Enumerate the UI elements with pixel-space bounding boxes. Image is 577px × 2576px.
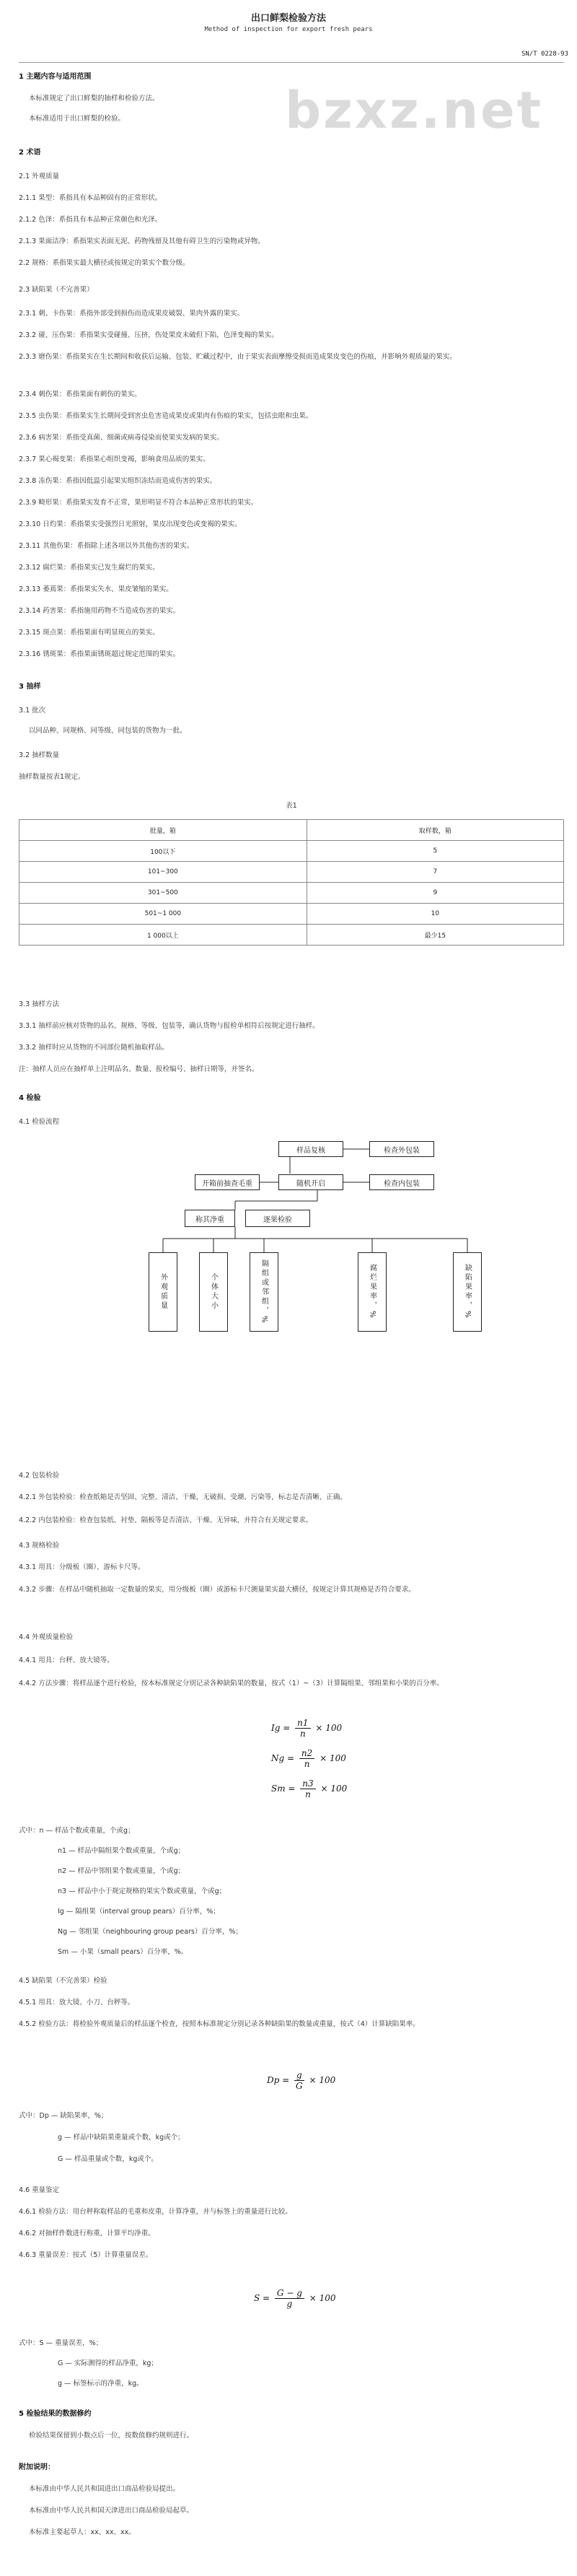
formula-numerator: n2 <box>299 1748 314 1759</box>
paragraph: 检验结果保留到小数点后一位，按数值修约规则进行。 <box>29 2432 194 2440</box>
formula-denominator: G <box>296 2081 303 2091</box>
additional-notes-heading: 附加说明： <box>19 2463 55 2471</box>
clause: 3.3.1 抽样前应核对货物的品名、规格、等级、包装等，确认货物与报检单相符后按规定进行抽样。 <box>19 1022 320 1030</box>
formula-denominator: n <box>304 1759 310 1769</box>
clause: 2.3.15 斑点果：系指果面有明显斑点的果实。 <box>19 629 159 637</box>
clause: 2.1.1 果型：系指具有本品种固有的正常形状。 <box>19 194 162 202</box>
clause: 2.3.5 虫伤果：系指果实生长期间受到害虫危害造成果皮或果肉有伤痕的果实，包括虫眼和虫果。 <box>19 412 313 420</box>
clause: 2.3.9 畸形果：系指果实发育不正常，果形明显不符合本品种正常形状的果实。 <box>19 499 258 507</box>
table-row <box>19 883 564 904</box>
clause: 2.3.7 果心褐变果：系指果心组织变褐，影响食用品质的果实。 <box>19 455 210 463</box>
formula-legend: 式中：n — 样品个数或重量，个或g； <box>19 1827 135 1835</box>
document-subtitle: Method of inspection for export fresh pears <box>204 26 373 33</box>
clause: 4.3.1 用具：分级板（圈）、游标卡尺等。 <box>19 1563 145 1571</box>
flow-box-interval-group: 隔组或邻组，% <box>250 1252 278 1332</box>
formula-legend: Ig — 隔组果（interval group pears）百分率，%； <box>58 1908 220 1916</box>
subsection-heading: 4.1 检验流程 <box>19 1118 60 1126</box>
clause: 2.2 规格：系指果实最大横径或按规定的果实个数分级。 <box>19 259 190 267</box>
formula-legend: n1 — 样品中隔组果个数或重量，个或g； <box>58 1847 185 1855</box>
table-cell: 最少15 <box>307 925 563 946</box>
clause: 4.6.1 检验方法：用台秤称取样品的毛重和皮重，计算净重，并与标签上的重量进行比较。 <box>19 2208 292 2216</box>
formula-small-fruit <box>271 1778 347 1799</box>
clause: 2.3.14 药害果：系指施用药物不当造成伤害的果实。 <box>19 607 180 615</box>
subsection-heading: 3.1 批次 <box>19 707 46 715</box>
formula-denominator: n <box>299 1729 306 1739</box>
standard-number: SN/T 0228-93 <box>521 51 568 58</box>
formula-defect-rate <box>267 2070 335 2091</box>
clause: 4.4.1 用具：台秤、放大镜等。 <box>19 1656 114 1664</box>
subsection-heading: 4.4 外观质量检验 <box>19 1633 74 1641</box>
subsection-heading: 2.1 外观质量 <box>19 173 60 180</box>
table-row <box>19 925 564 946</box>
formula-interval-group <box>271 1718 342 1739</box>
section-heading: 4 检验 <box>19 1094 41 1102</box>
formula-lhs: S = <box>254 2293 270 2303</box>
formula-lhs: Ig = <box>271 1723 291 1733</box>
formula-legend: 式中：S — 重量误差，%； <box>19 2339 103 2347</box>
table-row <box>19 841 564 862</box>
formula-neighbour-group <box>271 1748 346 1769</box>
clause: 4.2.1 外包装检验：检查纸箱是否坚固、完整、清洁、干燥，无破损、受潮、污染等，标志是否清晰、正确。 <box>19 1493 347 1501</box>
column-header: 取样数，箱 <box>307 820 563 841</box>
formula-numerator: G − g <box>275 2288 304 2299</box>
table-cell: 7 <box>307 862 563 883</box>
formula-multiplier: × 100 <box>320 1783 348 1794</box>
formula-numerator: g <box>294 2070 304 2081</box>
table-cell: 10 <box>307 904 563 925</box>
table-cell: 301~500 <box>19 883 307 904</box>
formula-denominator: g <box>286 2299 293 2309</box>
formula-lhs: Sm = <box>271 1783 296 1794</box>
watermark: bzxz.net <box>285 81 544 140</box>
flow-box-fruit-inspection: 逐果检验 <box>245 1210 310 1227</box>
clause: 2.3.10 日灼果：系指果实受强烈日光照射，果皮出现变色或变褐的果实。 <box>19 520 242 528</box>
table-row <box>19 904 564 925</box>
flow-box-defect-rate: 缺陷果率，% <box>453 1252 482 1332</box>
table-cell: 5 <box>307 841 563 862</box>
flow-box-inner-package: 检查内包装 <box>369 1174 434 1190</box>
clause: 2.1.3 果面洁净：系指果实表面无泥、药物残留及其他有碍卫生的污染物或异物。 <box>19 237 265 245</box>
formula-legend: G — 实际测得的样品净重，kg； <box>58 2359 158 2367</box>
formula-legend: G — 样品重量或个数，kg或个。 <box>58 2155 158 2163</box>
paragraph: 本标准适用于出口鲜梨的检验。 <box>29 115 125 123</box>
additional-note: 本标准主要起草人：xx、xx、xx。 <box>29 2528 136 2536</box>
formula-legend: g — 样品中缺陷果重量或个数，kg或个； <box>58 2134 185 2141</box>
table-cell: 101~300 <box>19 862 307 883</box>
subsection-heading: 4.5 缺陷果（不完善果）检验 <box>19 1977 107 1985</box>
clause: 2.3.2 碰、压伤果：系指果实受碰撞、压挤，伤处果皮未破但下陷，色泽变褐的果实。 <box>19 331 278 339</box>
paragraph: 以同品种、同规格、同等级、同包装的货物为一批。 <box>29 727 187 735</box>
note: 注：抽样人员应在抽样单上注明品名、数量、报检编号、抽样日期等，并签名。 <box>19 1065 259 1073</box>
clause: 4.4.2 方法步骤：将样品逐个进行检验，按本标准规定分别记录各种缺陷果的数量，按式（1）~（3）计算隔组果、邻组果和小果的百分率。 <box>19 1680 444 1688</box>
formula-weight-error <box>254 2288 335 2309</box>
formula-multiplier: × 100 <box>315 1723 343 1733</box>
table-header-row <box>19 820 564 841</box>
sampling-table <box>19 819 564 946</box>
formula-legend: n3 — 样品中小于规定规格的果实个数或重量，个或g； <box>58 1887 226 1895</box>
clause: 2.3.4 刺伤果：系指果面有刺伤的果实。 <box>19 390 141 398</box>
clause: 2.3.11 其他伤果：系指除上述各项以外其他伤害的果实。 <box>19 542 194 550</box>
additional-note: 本标准由中华人民共和国进出口商品检验局提出。 <box>29 2485 180 2493</box>
flow-box-outer-package: 检查外包装 <box>369 1141 434 1157</box>
formula-numerator: n1 <box>295 1718 310 1729</box>
subsection-heading: 3.3 抽样方法 <box>19 1000 60 1008</box>
paragraph: 抽样数量按表1规定。 <box>19 773 85 781</box>
clause: 2.3.1 刺、卡伤果：系指外部受到损伤而造成果皮破裂、果肉外露的果实。 <box>19 310 245 318</box>
table-caption: 表1 <box>286 802 297 810</box>
formula-multiplier: × 100 <box>320 1753 346 1763</box>
clause: 4.3.2 步骤：在样品中随机抽取一定数量的果实，用分级板（圈）或游标卡尺测量果实最大横径，按规定计算其规格是否符合要求。 <box>19 1586 415 1594</box>
clause: 2.3.16 锈斑果：系指果面锈斑超过规定范围的果实。 <box>19 650 180 658</box>
formula-multiplier: × 100 <box>309 2075 336 2085</box>
flow-box-net-weight: 称其净重 <box>185 1210 235 1227</box>
clause: 4.5.1 用具：放大镜、小刀、台秤等。 <box>19 1999 135 2007</box>
formula-lhs: Ng = <box>271 1753 295 1763</box>
subsection-heading: 4.6 重量鉴定 <box>19 2186 60 2194</box>
header-rule <box>19 62 564 63</box>
clause: 2.3.12 腐烂果：系指果实已发生腐烂的果实。 <box>19 564 159 572</box>
subsection-heading: 3.2 抽样数量 <box>19 751 60 759</box>
formula-numerator: n3 <box>300 1778 315 1789</box>
table-cell: 9 <box>307 883 563 904</box>
additional-note: 本标准由中华人民共和国天津进出口商品检验局起草。 <box>29 2507 194 2515</box>
clause: 2.1.2 色泽：系指具有本品种正常颜色和光泽。 <box>19 216 162 224</box>
flow-box-appearance: 外观质量 <box>149 1252 177 1332</box>
clause: 2.3.13 萎蔫果：系指果实失水、果皮皱缩的果实。 <box>19 585 173 593</box>
subsection-heading: 2.3 缺陷果（不完善果） <box>19 286 94 294</box>
section-heading: 5 检验结果的数据修约 <box>19 2410 92 2418</box>
formula-legend: Sm — 小果（small pears）百分率，%。 <box>58 1948 188 1956</box>
formula-multiplier: × 100 <box>309 2293 336 2303</box>
clause: 4.2.2 内包装检验：检查包装纸、衬垫、隔板等是否清洁、干燥、无异味，并符合有关规定要求。 <box>19 1516 313 1524</box>
clause: 3.3.2 抽样时应从货物的不同部位随机抽取样品。 <box>19 1044 169 1052</box>
formula-legend: g — 标签标示的净重，kg。 <box>58 2380 144 2388</box>
paragraph: 本标准规定了出口鲜梨的抽样和检验方法。 <box>29 95 159 102</box>
formula-lhs: Dp = <box>267 2075 290 2085</box>
formula-denominator: n <box>305 1789 311 1799</box>
section-heading: 1 主题内容与适用范围 <box>19 73 92 81</box>
subsection-heading: 4.2 包装检验 <box>19 1472 60 1480</box>
table-cell: 1 000以上 <box>19 925 307 946</box>
clause: 2.3.3 磨伤果：系指果实在生长期间和收获后运输、包装、贮藏过程中，由于果实表面摩擦受损而造成果皮变色的伤痕，并影响外观质量的果实。 <box>19 353 457 361</box>
flow-box-sample-review: 样品复核 <box>278 1141 343 1157</box>
flow-box-random-open: 随机开启 <box>278 1174 343 1190</box>
document-title: 出口鲜梨检验方法 <box>250 13 326 24</box>
formula-legend: 式中：Dp — 缺陷果率，%； <box>19 2112 108 2120</box>
clause: 4.6.2 对抽样件数进行称重，计算平均净重。 <box>19 2230 155 2237</box>
flow-box-gross-weight: 开箱前抽查毛重 <box>195 1174 260 1190</box>
table-row <box>19 862 564 883</box>
flow-box-rot-rate: 腐烂果率，% <box>358 1252 387 1332</box>
clause: 4.6.3 重量误差：按式（5）计算重量误差。 <box>19 2251 153 2259</box>
section-heading: 3 抽样 <box>19 683 41 691</box>
flow-box-size: 个体大小 <box>199 1252 228 1332</box>
subsection-heading: 4.3 规格检验 <box>19 1542 60 1550</box>
clause: 2.3.8 冻伤果：系指因低温引起果实组织冻结而造成伤害的果实。 <box>19 477 217 485</box>
table-cell: 501~1 000 <box>19 904 307 925</box>
formula-legend: n2 — 样品中邻组果个数或重量，个或g； <box>58 1867 185 1875</box>
section-heading: 2 术语 <box>19 149 41 157</box>
table-cell: 100以下 <box>19 841 307 862</box>
formula-legend: Ng — 邻组果（neighbouring group pears）百分率，%； <box>58 1928 242 1936</box>
column-header: 批量，箱 <box>19 820 307 841</box>
clause: 2.3.6 病害果：系指受真菌、细菌或病毒侵染而使果实发病的果实。 <box>19 434 224 442</box>
clause: 4.5.2 检验方法：将检验外观质量后的样品逐个检查，按照本标准规定分别记录各种缺陷果的数量或重量，按式（4）计算缺陷果率。 <box>19 2020 420 2028</box>
